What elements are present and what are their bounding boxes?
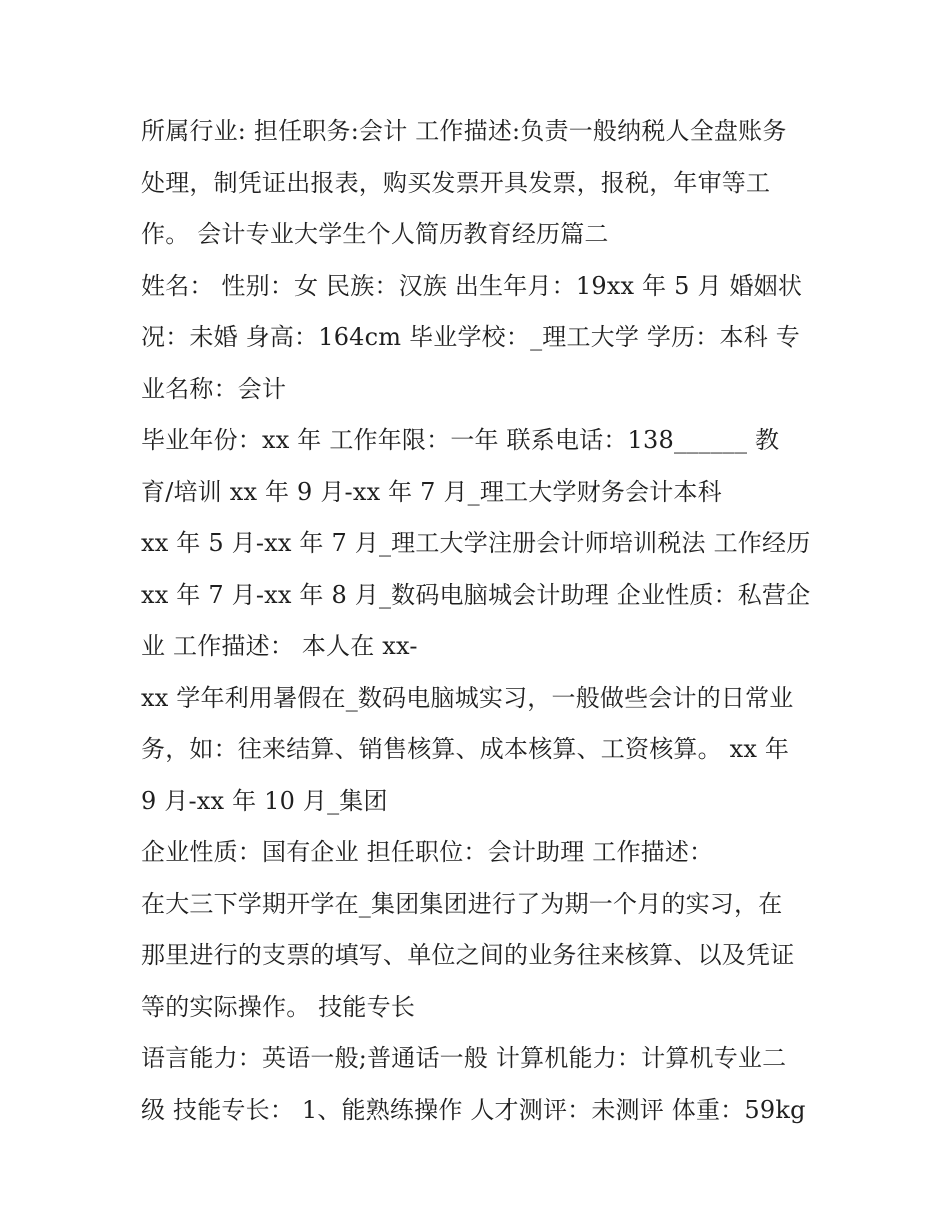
text-line: 业 工作描述： 本人在 xx- [141,632,418,660]
text-line: 在大三下学期开学在_集团集团进行了为期一个月的实习，在 [141,889,783,918]
text-line: 9 月-xx 年 10 月_集团 [141,786,388,815]
text-line: 级 技能专长： 1、能熟练操作 人才测评：未测评 体重：59kg [141,1095,806,1124]
text-line: 业名称：会计 [141,374,287,403]
text-line: 企业性质：国有企业 担任职位：会计助理 工作描述： [141,838,714,866]
text-line: 育/培训 xx 年 9 月-xx 年 7 月_理工大学财务会计本科 [141,477,722,506]
text-line: 语言能力：英语一般;普通话一般 计算机能力：计算机专业二 [141,1044,787,1072]
text-line: 况：未婚 身高：164cm 毕业学校：_理工大学 学历：本科 专 [141,323,800,351]
text-line: 那里进行的支票的填写、单位之间的业务往来核算、以及凭证 [141,941,795,969]
text-line: 处理，制凭证出报表，购买发票开具发票，报税，年审等工 [141,168,771,197]
text-line: xx 年 7 月-xx 年 8 月_数码电脑城会计助理 企业性质：私营企 [141,580,811,609]
text-line: xx 年 5 月-xx 年 7 月_理工大学注册会计师培训税法 工作经历 [141,529,811,557]
resume-text-block [141,106,821,1136]
text-line: 毕业年份：xx 年 工作年限：一年 联系电话：138______ 教 [141,426,780,454]
text-line: 作。 会计专业大学生个人简历教育经历篇二 [141,220,609,248]
text-line: 务，如：往来结算、销售核算、成本核算、工资核算。 xx 年 [141,735,790,763]
text-line: xx 学年利用暑假在_数码电脑城实习，一般做些会计的日常业 [141,683,794,712]
text-line: 姓名： 性别：女 民族：汉族 出生年月：19xx 年 5 月 婚姻状 [141,271,803,300]
text-line: 等的实际操作。 技能专长 [141,992,416,1021]
text-line: 所属行业: 担任职务:会计 工作描述:负责一般纳税人全盘账务 [141,117,787,145]
